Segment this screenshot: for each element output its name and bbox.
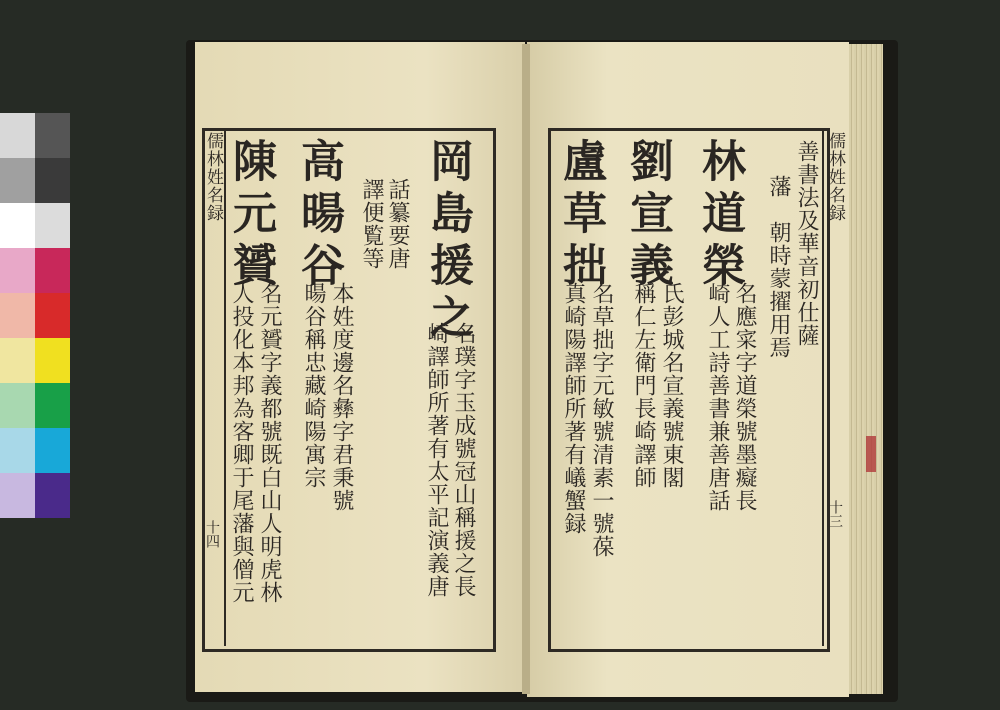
color-patch <box>0 113 35 158</box>
right-folio: 十三 <box>827 500 843 528</box>
entry-note: 稱仁左衛門長崎譯師 <box>631 282 656 489</box>
entry-note: 善書法及華音初仕薩 <box>794 140 819 347</box>
entry-note: 名元贇字義都號既白山人明虎林 <box>257 282 282 604</box>
entry-note: 名璞字玉成號冠山稱援之長 <box>451 322 476 598</box>
color-patch <box>35 248 70 293</box>
entry-name: 岡島援之 <box>422 138 473 346</box>
right-margin-rule <box>822 128 824 646</box>
entry-note: 暘谷稱忠藏崎陽寓宗 <box>301 282 326 489</box>
color-patch <box>0 428 35 473</box>
entry-name: 陳元贇 <box>225 138 276 294</box>
color-patch <box>35 473 70 518</box>
color-patch <box>0 293 35 338</box>
color-patch <box>0 383 35 428</box>
entry-note: 本姓度邊名彝字君秉號 <box>329 282 354 512</box>
color-patch <box>0 338 35 383</box>
red-seal-mark <box>866 436 876 472</box>
color-patch <box>0 248 35 293</box>
color-patch <box>35 293 70 338</box>
entry-note: 藩 朝時蒙擢用焉 <box>766 175 791 359</box>
entry-name: 林道榮 <box>694 138 745 294</box>
entry-name: 盧草拙 <box>555 138 606 294</box>
color-patch <box>0 473 35 518</box>
entry-note: 名應寀字道榮號墨癡長 <box>732 282 757 512</box>
right-margin-title: 儒林姓名録 <box>825 132 845 222</box>
color-patch <box>0 158 35 203</box>
entry-note: 崎人工詩善書兼善唐話 <box>705 282 730 512</box>
entry-name: 高暘谷 <box>293 138 344 294</box>
left-margin-title: 儒林姓名録 <box>203 132 223 222</box>
entry-note: 名草拙字元敏號清素一號葆 <box>589 282 614 558</box>
entry-note: 人投化本邦為客卿于尾藩與僧元 <box>229 282 254 604</box>
entry-note: 真崎陽譯師所著有嶬蟹録 <box>561 282 586 535</box>
entry-note: 話纂要唐 <box>385 178 410 270</box>
entry-name: 劉宣義 <box>622 138 673 294</box>
page-edges <box>849 44 883 694</box>
color-patch <box>35 203 70 248</box>
color-patch <box>35 158 70 203</box>
color-patch <box>35 338 70 383</box>
color-calibration-strip <box>0 113 70 523</box>
entry-note: 氏彭城名宣義號東閣 <box>659 282 684 489</box>
color-patch <box>0 203 35 248</box>
color-patch <box>35 428 70 473</box>
color-patch <box>35 113 70 158</box>
color-patch <box>35 383 70 428</box>
entry-note: 譯便覧等 <box>359 178 384 270</box>
left-folio: 十四 <box>204 520 220 548</box>
book-gutter <box>522 44 530 694</box>
entry-note: 崎譯師所著有太平記演義唐 <box>424 322 449 598</box>
